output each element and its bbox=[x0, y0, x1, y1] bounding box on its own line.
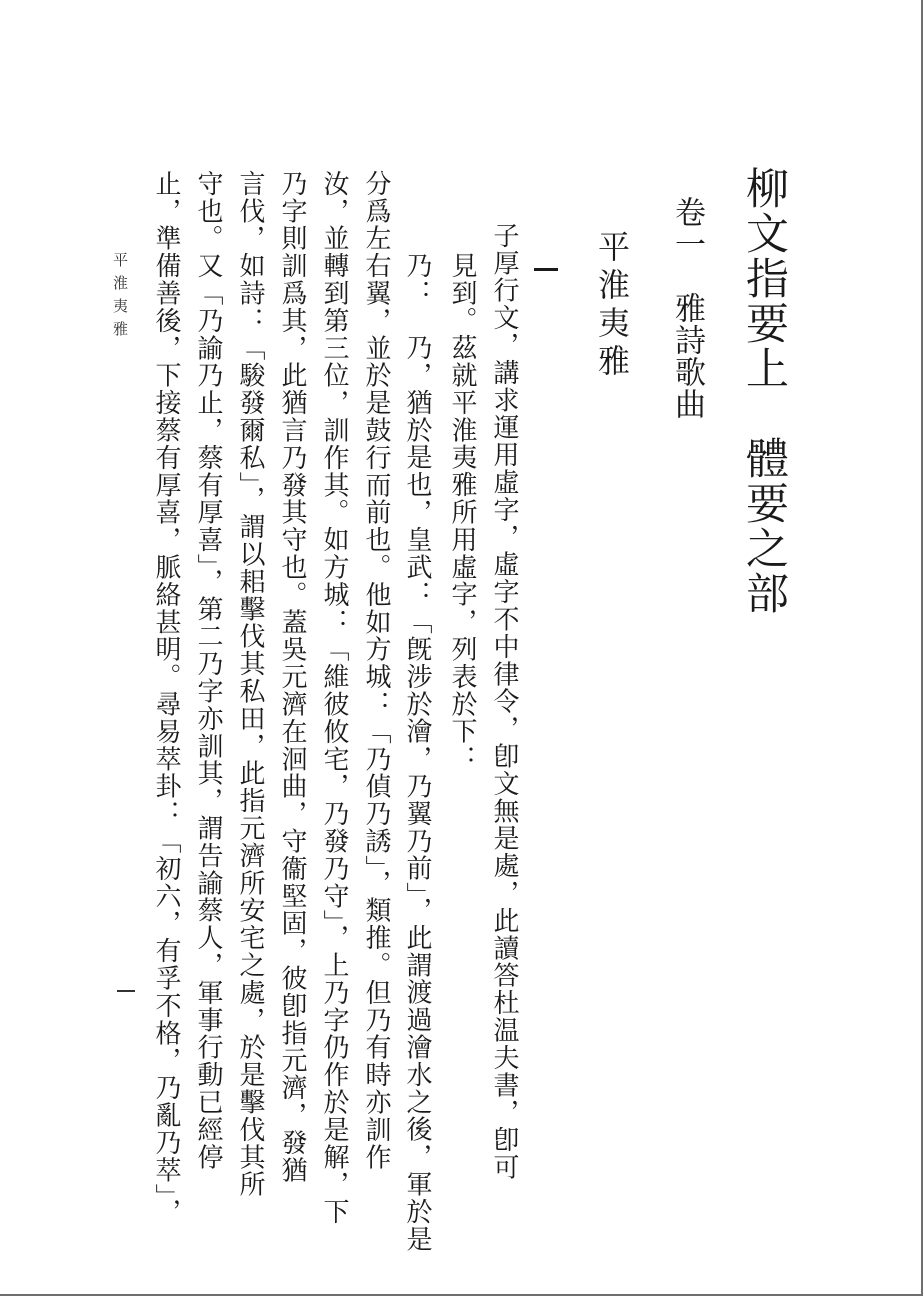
running-head: 平淮夷雅 bbox=[111, 252, 129, 344]
chapter-heading: 卷一 雅詩歌曲 bbox=[669, 196, 705, 420]
page-number bbox=[117, 990, 135, 992]
book-title: 柳文指要上 體要之部 bbox=[739, 166, 789, 616]
text-line: 乃字則訓爲其，此猶言乃發其守也。蓋吳元濟在洄曲，守衞堅固，彼卽指元濟，發猶 bbox=[277, 170, 307, 1184]
text-line: 言伐，如詩：「駿發爾私」，謂以耜擊伐其私田，此指元濟所安宅之處，於是擊伐其所 bbox=[235, 170, 265, 1199]
text-line: 子厚行文，講求運用虛字，虛字不中律令，卽文無是處，此讀答杜温夫書，卽可 bbox=[489, 222, 519, 1181]
text-line: 守也。又「乃諭乃止，蔡有厚喜」，第二乃字亦訓其，謂告諭蔡人，軍事行動已經停 bbox=[193, 170, 223, 1171]
text-line: 汝，並轉到第三位，訓作其。如方城：「維彼攸宅，乃發乃守」，上乃字仍作於是解，下 bbox=[319, 170, 349, 1226]
essay-title: 平淮夷雅 bbox=[593, 230, 631, 382]
text-line: 分爲左右翼，並於是鼓行而前也。他如方城：「乃偵乃誘」，類推。但乃有時亦訓作 bbox=[361, 170, 391, 1171]
section-dash bbox=[534, 268, 558, 271]
text-line: 止，準備善後，下接蔡有厚喜，脈絡甚明。尋易萃卦：「初六，有孚不格，乃亂乃萃」， bbox=[151, 170, 181, 1226]
text-line: 乃： 乃，猶於是也，皇武：「旣涉於澮，乃翼乃前」，此謂渡過澮水之後，軍於是 bbox=[402, 252, 432, 1253]
text-line: 見到。茲就平淮夷雅所用虛字，列表於下： bbox=[447, 252, 477, 773]
